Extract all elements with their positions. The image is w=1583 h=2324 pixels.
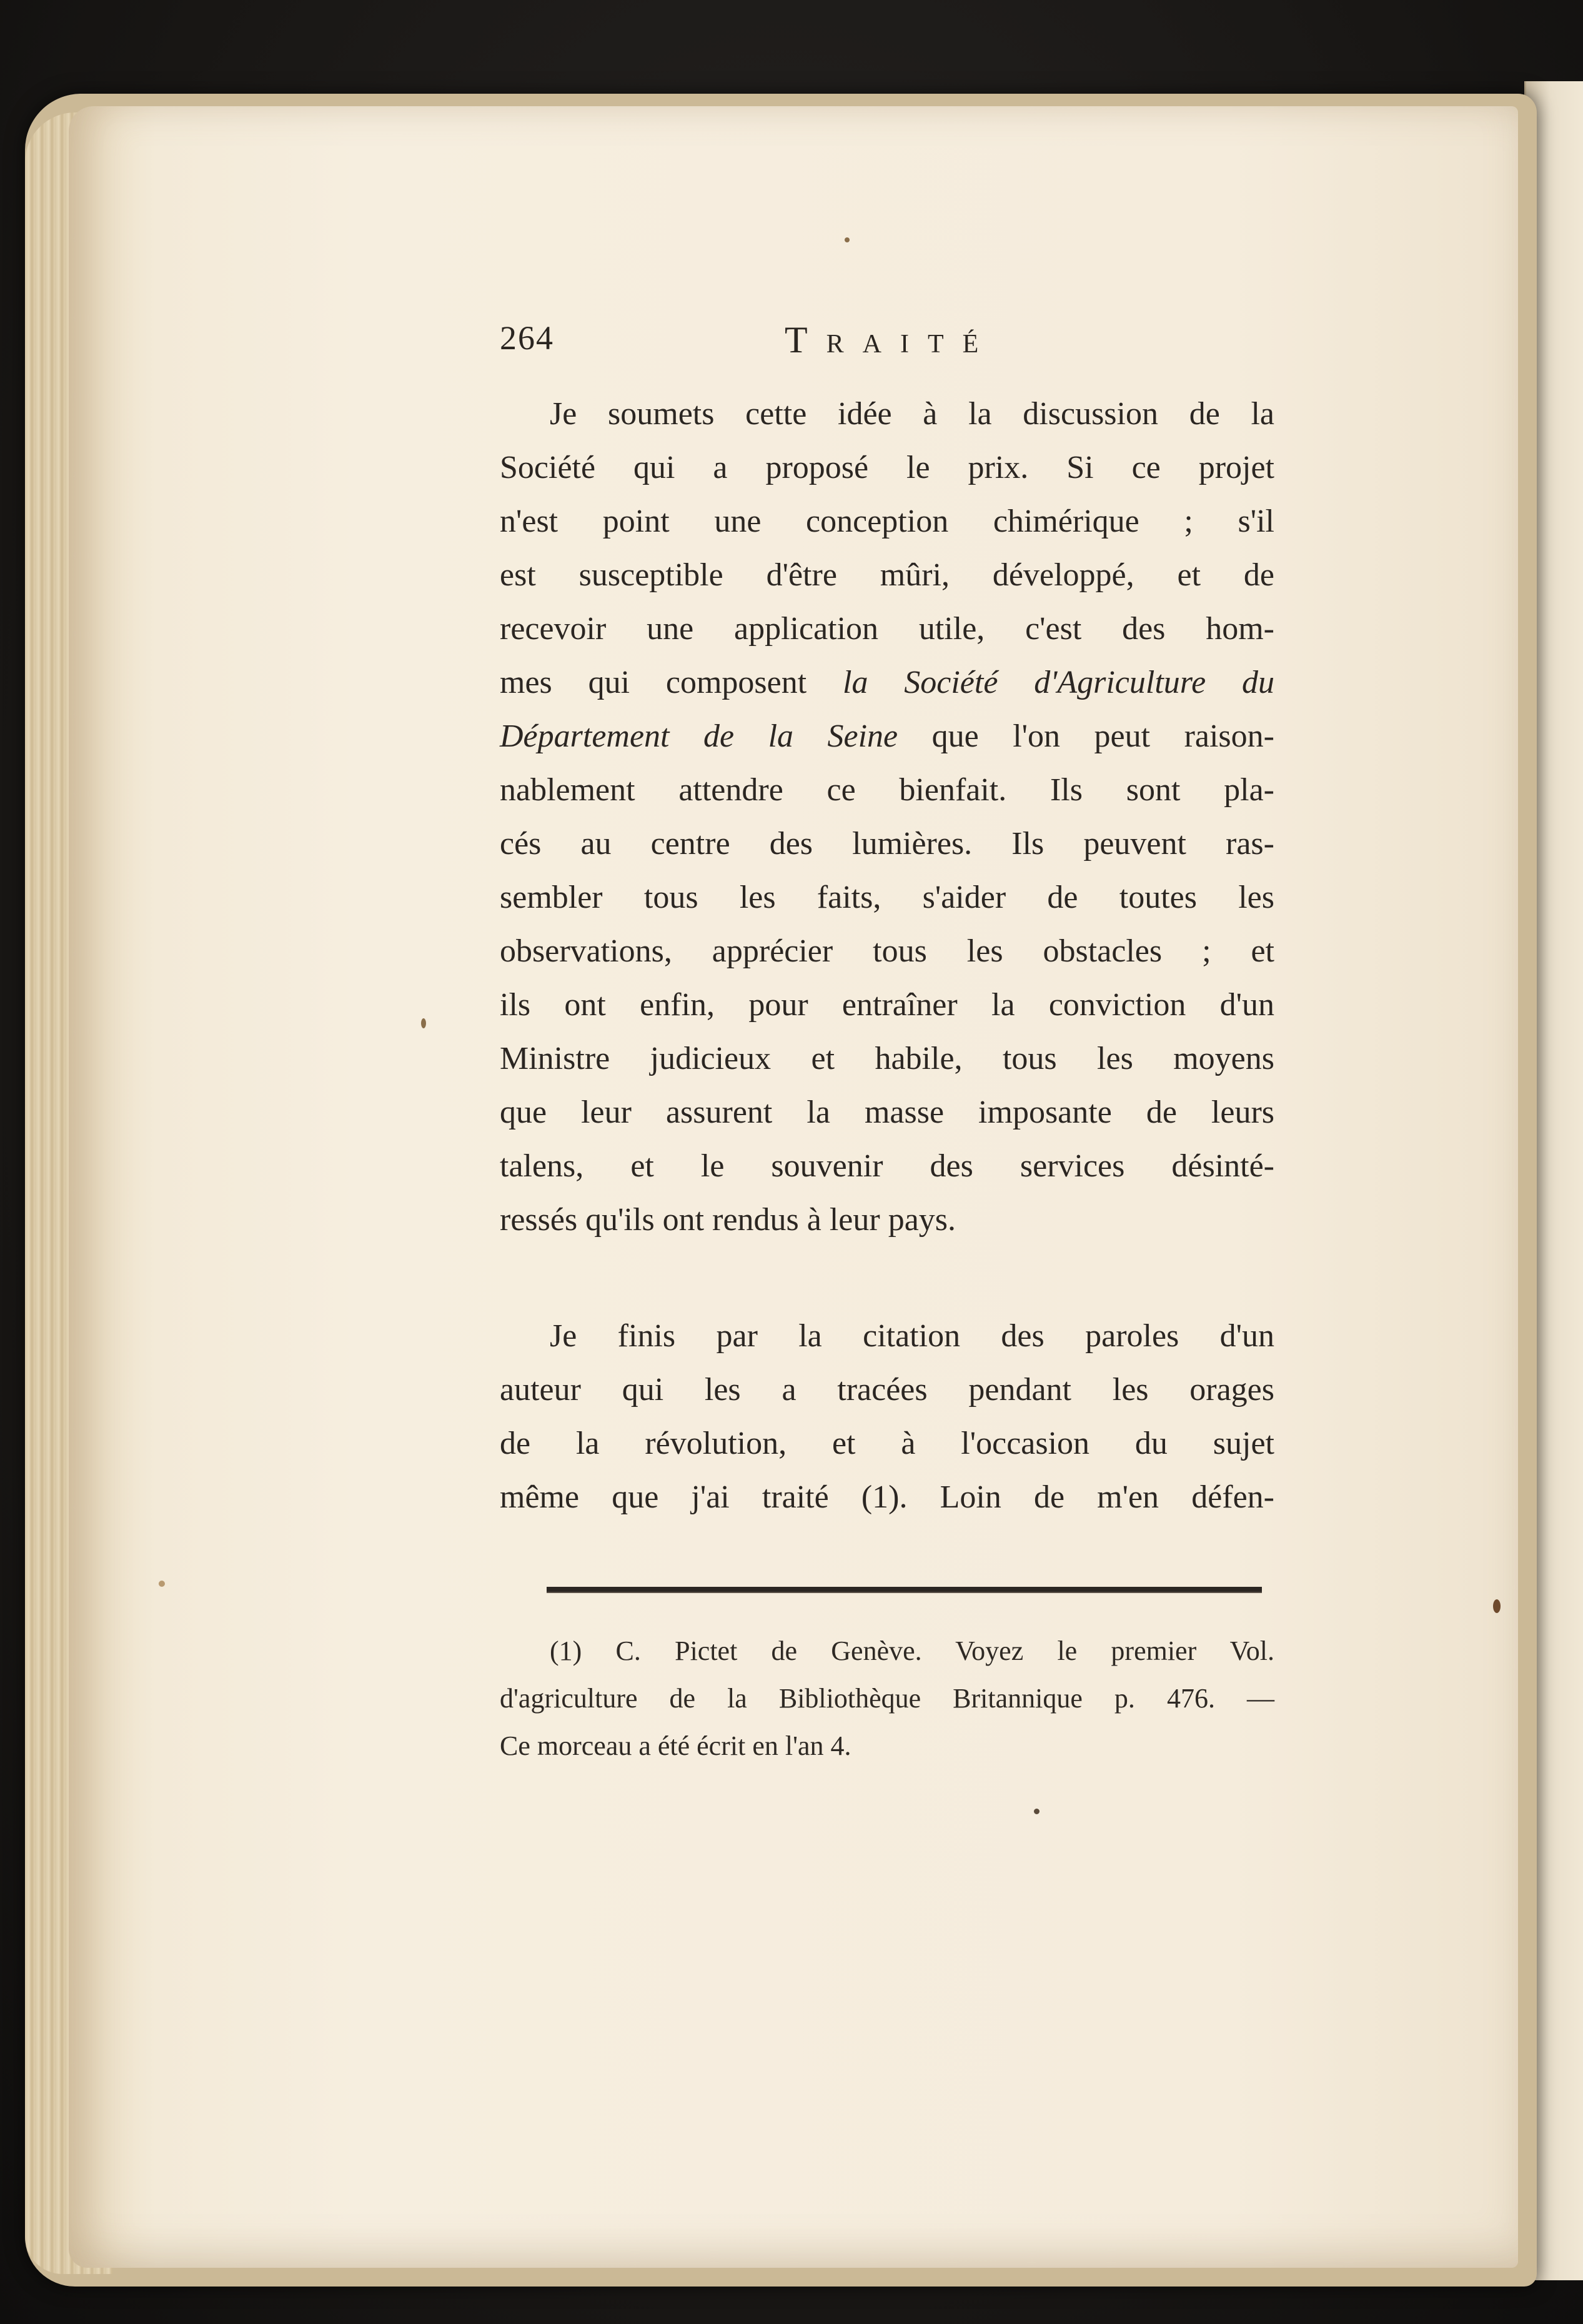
italic-department-name: Département de la Seine [500, 718, 898, 754]
text-line: cés au centre des lumières. Ils peuvent ras- [500, 826, 1274, 862]
text-line: nablement attendre ce bienfait. Ils sont pla- [500, 772, 1274, 808]
paper-speck [421, 1018, 426, 1028]
text-line: Ministre judicieux et habile, tous les moyens [500, 1041, 1274, 1076]
text-line: de la révolution, et à l'occasion du sujet [500, 1426, 1274, 1461]
footnote-line: d'agriculture de la Bibliothèque Britannique p. 476. — [500, 1683, 1274, 1714]
text-line [500, 656, 1274, 710]
text-line: que leur assurent la masse imposante de leurs [500, 1095, 1274, 1130]
footnote [500, 1627, 1274, 1770]
text-line: même que j'ai traité (1). Loin de m'en défen- [500, 1479, 1274, 1515]
paper-speck [1034, 1809, 1040, 1814]
text-line: observations, apprécier tous les obstacles ; et [500, 933, 1274, 969]
text-line: ils ont enfin, pour entraîner la conviction d'un [500, 987, 1274, 1023]
text-line: Je soumets cette idée à la discussion de la [550, 396, 1274, 432]
italic-society-name: la Société d'Agriculture du [843, 665, 1274, 700]
text-line: Société qui a proposé le prix. Si ce projet [500, 450, 1274, 485]
page-header [500, 319, 1062, 375]
paper-speck [845, 237, 850, 242]
body-text [500, 387, 1274, 1524]
text-line: recevoir une application utile, c'est des hom- [500, 611, 1274, 647]
running-title: Traité [785, 319, 998, 360]
paper-speck [159, 1581, 165, 1587]
paper-speck [1493, 1599, 1501, 1613]
text-line: ressés qu'ils ont rendus à leur pays. [500, 1202, 956, 1238]
text-line: talens, et le souvenir des services désinté- [500, 1148, 1274, 1184]
paragraph-gap [500, 1247, 1274, 1309]
footnote-line: Ce morceau a été écrit en l'an 4. [500, 1731, 851, 1761]
footnote-divider [547, 1587, 1262, 1593]
text-segment: que l'on peut raison- [898, 718, 1274, 754]
text-line: Je finis par la citation des paroles d'un [550, 1318, 1274, 1354]
page-number: 264 [500, 319, 554, 357]
text-line: sembler tous les faits, s'aider de toutes les [500, 880, 1274, 915]
text-line: est susceptible d'être mûri, développé, et de [500, 557, 1274, 593]
text-line [500, 710, 1274, 763]
footnote-line: (1) C. Pictet de Genève. Voyez le premier Vol. [550, 1636, 1274, 1666]
text-line: n'est point une conception chimérique ; s'il [500, 504, 1274, 539]
text-segment: mes qui composent [500, 665, 843, 700]
text-line: auteur qui les a tracées pendant les orages [500, 1372, 1274, 1408]
